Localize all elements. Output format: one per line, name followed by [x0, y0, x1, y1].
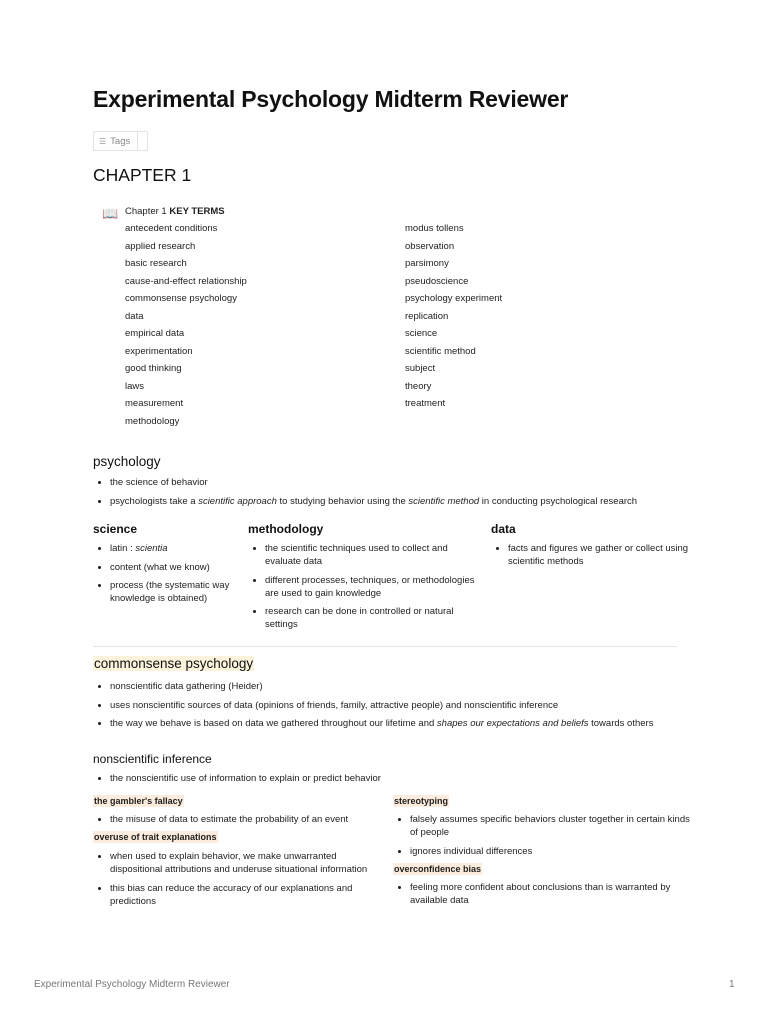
gamblers-fallacy-list: [93, 813, 390, 832]
key-term: subject: [405, 363, 436, 374]
key-terms-heading: [125, 206, 225, 217]
data-heading: data: [491, 522, 516, 536]
list-item: • the science of behavior: [110, 476, 694, 489]
list-item: • falsely assumes specific behaviors cluster together in certain kinds of people: [410, 813, 694, 839]
commonsense-list: [93, 680, 694, 736]
methodology-heading: methodology: [248, 522, 324, 536]
list-item: • content (what we know): [110, 561, 240, 574]
key-term: methodology: [125, 415, 180, 427]
key-terms-label: KEY TERMS: [169, 206, 225, 217]
key-term: psychology experiment: [405, 293, 503, 304]
footer-title: Experimental Psychology Midterm Reviewer: [34, 979, 230, 990]
list-item: • the way we behave is based on data we gathered throughout our lifetime and shapes our expectations and beliefs towards others: [110, 717, 694, 730]
list-item: • ignores individual differences: [410, 845, 694, 858]
nonscientific-inference-list: [93, 772, 694, 791]
page-title: Experimental Psychology Midterm Reviewer: [93, 86, 569, 112]
key-term: laws: [125, 380, 145, 392]
psychology-heading: psychology: [93, 454, 161, 469]
tags-divider: [137, 132, 138, 150]
list-item: • nonscientific data gathering (Heider): [110, 680, 694, 693]
methodology-list: [248, 542, 485, 637]
stereotyping-list: [393, 813, 694, 863]
list-item: • facts and figures we gather or collect using scientific methods: [508, 542, 694, 568]
key-term: observation: [405, 240, 455, 252]
key-term: theory: [405, 380, 432, 392]
key-term: replication: [405, 310, 449, 322]
key-term: science: [405, 328, 438, 339]
list-item: • uses nonscientific sources of data (opinions of friends, family, attractive people) and nonscientific inference: [110, 699, 694, 712]
commonsense-heading: commonsense psychology: [94, 656, 254, 671]
stereotyping-heading: stereotyping: [394, 796, 449, 806]
key-term: empirical data: [125, 328, 185, 339]
key-term: cause-and-effect relationship: [125, 275, 247, 287]
section-divider: [93, 646, 677, 647]
data-list: [491, 542, 694, 574]
overuse-trait-heading: overuse of trait explanations: [94, 832, 217, 842]
chapter-heading: CHAPTER 1: [93, 165, 192, 185]
tags-label: Tags: [110, 135, 131, 147]
key-term: treatment: [405, 398, 446, 409]
nonscientific-inference-heading: nonscientific inference: [93, 752, 212, 766]
key-term: modus tollens: [405, 223, 464, 234]
science-list: [93, 542, 240, 611]
list-item: • the misuse of data to estimate the probability of an event: [110, 813, 390, 826]
key-term: measurement: [125, 398, 184, 409]
key-term: data: [125, 310, 144, 322]
key-term: applied research: [125, 240, 196, 252]
list-item: • feeling more confident about conclusions than is warranted by available data: [410, 881, 694, 907]
overconfidence-bias-list: [393, 881, 694, 913]
list-item: • process (the systematic way knowledge is obtained): [110, 579, 240, 605]
list-item: • when used to explain behavior, we make unwarranted dispositional attributions and underuse situational information: [110, 850, 390, 876]
key-term: antecedent conditions: [125, 223, 218, 234]
list-item: • latin : scientia: [110, 542, 240, 555]
key-term: basic research: [125, 258, 187, 269]
key-term: good thinking: [125, 363, 182, 374]
overuse-trait-list: [93, 850, 390, 913]
key-term: experimentation: [125, 345, 193, 357]
key-terms-prefix: Chapter 1: [125, 206, 170, 217]
list-item: • different processes, techniques, or methodologies are used to gain knowledge: [265, 574, 485, 600]
list-item: • the nonscientific use of information to explain or predict behavior: [110, 772, 694, 785]
list-item: • the scientific techniques used to collect and evaluate data: [265, 542, 485, 568]
list-icon: ☰: [99, 136, 107, 146]
key-term: commonsense psychology: [125, 293, 237, 304]
page-number: 1: [729, 979, 735, 990]
key-term: parsimony: [405, 258, 449, 269]
overconfidence-bias-heading: overconfidence bias: [394, 864, 482, 874]
psychology-list: [93, 476, 694, 513]
key-term: pseudoscience: [405, 275, 469, 287]
key-terms-right-column: [405, 223, 502, 416]
list-item: • this bias can reduce the accuracy of our explanations and predictions: [110, 882, 390, 908]
book-icon: 📖: [102, 206, 119, 221]
key-term: scientific method: [405, 345, 476, 357]
gamblers-fallacy-heading: the gambler's fallacy: [94, 796, 183, 806]
list-item: • psychologists take a scientific approach to studying behavior using the scientific method in conducting psychological research: [110, 495, 694, 508]
key-terms-left-column: [125, 223, 247, 433]
tags-property[interactable]: [93, 131, 148, 151]
science-heading: science: [93, 522, 138, 536]
list-item: • research can be done in controlled or natural settings: [265, 605, 485, 631]
